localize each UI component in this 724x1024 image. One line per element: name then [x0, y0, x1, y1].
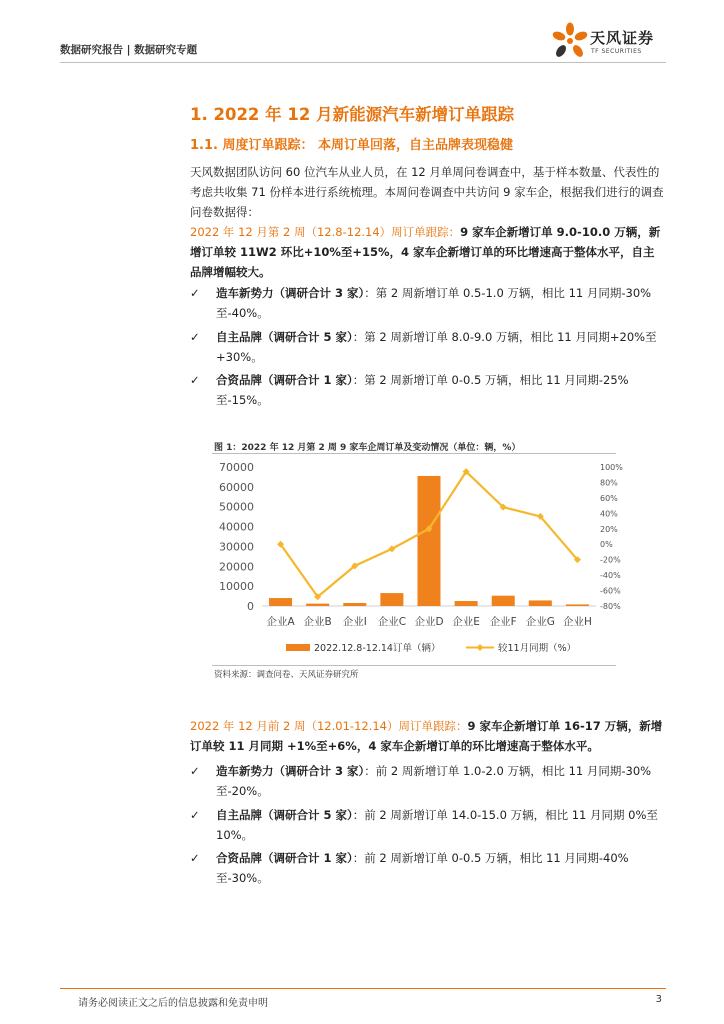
month-bullet-joint-venture: [190, 848, 666, 888]
bullet-text: ：前 2 周新增订单 0-0.5 万辆，相比 11 月同期-40%至-30%。: [216, 851, 629, 885]
y-right-tick-label: 100%: [600, 463, 623, 472]
figure-bottom-rule: [212, 665, 616, 666]
month-paragraph: [190, 716, 666, 756]
week2-bullet-joint-venture: [190, 370, 666, 410]
week2-bullet-new-forces: [190, 283, 666, 323]
check-icon: ✓: [190, 373, 200, 387]
bar: [455, 601, 478, 606]
section-heading: 1. 2022 年 12 月新能源汽车新增订单跟踪: [190, 105, 515, 124]
x-tick-label: 企业B: [303, 616, 332, 628]
y-right-tick-label: 60%: [600, 493, 618, 503]
x-tick-label: 企业F: [489, 616, 517, 628]
bullet-label: 合资品牌（调研合计 1 家）: [216, 851, 353, 865]
bar: [529, 600, 552, 606]
legend-bar-label: 2022.12.8-12.14订单（辆）: [314, 643, 441, 654]
bullet-label: 合资品牌（调研合计 1 家）: [216, 373, 353, 387]
month-bullet-new-forces: [190, 761, 666, 801]
logo-text-cn: 天风证券: [590, 29, 655, 47]
header-divider: [60, 62, 666, 63]
y-left-tick-label: 40000: [219, 520, 254, 534]
bar: [306, 604, 329, 606]
bar: [343, 603, 366, 606]
y-left-tick-label: 60000: [219, 480, 254, 494]
y-left-tick-label: 10000: [219, 580, 254, 594]
bar: [380, 593, 403, 606]
bullet-text: ：前 2 周新增订单 14.0-15.0 万辆，相比 11 月同期 0%至 10%。: [216, 808, 658, 842]
logo-flower-icon: [552, 22, 588, 60]
intro-paragraph: 天风数据团队访问 60 位汽车从业人员，在 12 月单周问卷调查中，基于样本数量、代表性的考虑共收集 71 份样本进行系统梳理。本周问卷调查中共访问 9 家车企，根据我们进行的调查问卷数据得：: [190, 165, 664, 219]
week2-bullet-domestic: [190, 327, 666, 367]
bullet-label: 造车新势力（调研合计 3 家）: [216, 764, 365, 778]
check-icon: ✓: [190, 808, 200, 822]
bullet-label: 自主品牌（调研合计 5 家）: [216, 330, 353, 344]
legend-line-marker: [477, 644, 484, 651]
header-title: 数据研究报告 | 数据研究专题: [60, 44, 198, 56]
footer-disclaimer: 请务必阅读正文之后的信息披露和免责申明: [78, 998, 268, 1009]
y-left-tick-label: 70000: [219, 461, 254, 474]
figure-title: 图 1：2022 年 12 月第 2 周 9 家车企周订单及变动情况（单位：辆，%）: [214, 443, 521, 453]
y-right-tick-label: 40%: [600, 509, 618, 519]
check-icon: ✓: [190, 764, 200, 778]
check-icon: ✓: [190, 286, 200, 300]
week2-body: 9 家车企新增订单 9.0-10.0 万辆，新增订单较 11W2 环比+10%至+15%，4 家车企新增订单的环比增速高于整体水平，自主品牌增幅较大。: [190, 225, 661, 279]
check-icon: ✓: [190, 851, 200, 865]
y-right-tick-label: -60%: [600, 586, 621, 596]
bullet-label: 自主品牌（调研合计 5 家）: [216, 808, 353, 822]
month-body: 9 家车企新增订单 16-17 万辆，新增订单较 11 月同期 +1%至+6%，4 家车企新增订单的环比增速高于整体水平。: [190, 719, 663, 753]
week2-lead: 2022 年 12 月第 2 周（12.8-12.14）周订单跟踪：: [190, 225, 461, 239]
logo-text-en: TF SECURITIES: [591, 48, 642, 55]
x-tick-label: 企业A: [266, 616, 295, 628]
y-right-tick-label: 20%: [600, 524, 618, 534]
y-right-tick-label: 0%: [600, 540, 613, 550]
check-icon: ✓: [190, 330, 200, 344]
legend-bar-swatch: [286, 644, 310, 651]
week2-paragraph: [190, 222, 666, 282]
bullet-text: ：第 2 周新增订单 0.5-1.0 万辆，相比 11 月同期-30%至-40%。: [216, 286, 652, 320]
y-right-tick-label: -20%: [600, 555, 621, 565]
page-number: 3: [655, 994, 662, 1005]
y-left-tick-label: 0: [247, 600, 254, 613]
company-logo: [552, 22, 664, 62]
x-tick-label: 企业I: [342, 616, 367, 628]
figure-top-rule: [212, 453, 616, 454]
y-right-tick-label: 80%: [600, 478, 618, 488]
y-left-tick-label: 50000: [219, 500, 254, 514]
y-left-tick-label: 30000: [219, 540, 254, 554]
bar: [417, 476, 440, 606]
bar: [269, 598, 292, 606]
x-tick-label: 企业C: [377, 616, 407, 628]
x-tick-label: 企业E: [452, 616, 480, 628]
footer-divider: [60, 988, 666, 989]
x-tick-label: 企业G: [525, 616, 555, 628]
figure-source: 资料来源：调查问卷、天风证券研究所: [214, 670, 359, 680]
bullet-text: ：前 2 周新增订单 1.0-2.0 万辆，相比 11 月同期-30%至-20%。: [216, 764, 652, 798]
y-left-tick-label: 20000: [219, 560, 254, 574]
bar: [492, 596, 515, 606]
x-tick-label: 企业H: [562, 616, 592, 628]
bar: [566, 604, 589, 606]
y-right-tick-label: -80%: [600, 602, 621, 611]
bullet-text: ：第 2 周新增订单 8.0-9.0 万辆，相比 11 月同期+20%至+30%。: [216, 330, 657, 364]
subsection-heading: 1.1. 周度订单跟踪： 本周订单回落，自主品牌表现稳健: [190, 138, 514, 153]
month-lead: 2022 年 12 月前 2 周（12.01-12.14）周订单跟踪：: [190, 719, 468, 733]
orders-combo-chart: [212, 455, 623, 665]
bullet-label: 造车新势力（调研合计 3 家）: [216, 286, 365, 300]
legend-line-label: 较11月同期（%）: [498, 643, 577, 654]
y-right-tick-label: -40%: [600, 571, 621, 581]
bullet-text: ：第 2 周新增订单 0-0.5 万辆，相比 11 月同期-25%至-15%。: [216, 373, 629, 407]
month-bullet-domestic: [190, 805, 666, 845]
x-tick-label: 企业D: [414, 616, 444, 628]
